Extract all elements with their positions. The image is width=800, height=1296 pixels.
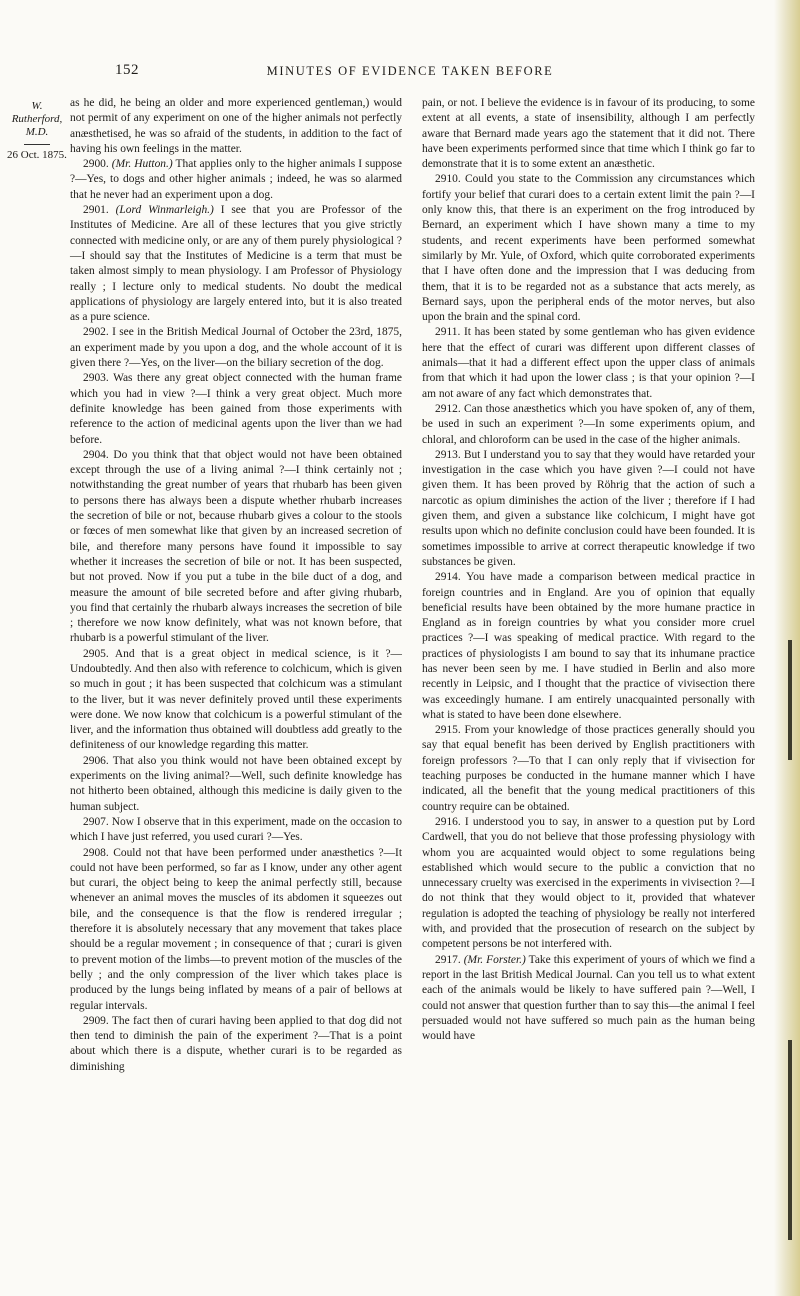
question-number: 2906. [83,754,109,767]
paragraph-text: And that is a great object in medical science, is it ?—Undoubtedly. And then also with reference to colchicum, which is given so much in gout ; it has been suspected that colchicum was a stimulant to the liver, but it was never definitely proved until these experiments were done. We now know that colchicum is a powerful stimulant of the liver, and the information thus obtained will doubtless add greatly to the definiteness of our knowledge regarding this matter. [70,647,402,752]
question-number: 2915. [435,724,461,737]
question-number: 2917. [435,953,461,966]
paragraph [70,157,402,203]
margin-rule [24,144,50,145]
paragraph-text: From your knowledge of those practices generally should you say that equal benefit has been derived by English practitioners with foreign professors ?—To that I can only reply that if vivisection for teaching purposes be conducted in the humane manner which I have indicated, all the benefit that the young medical practitioners of this country require can be obtained. [422,724,755,813]
paragraph [422,448,755,570]
question-number: 2910. [435,173,461,186]
paragraph [422,815,755,953]
evidence-date: 26 Oct. 1875. [7,149,67,161]
paragraph-text: I understood you to say, in answer to a question put by Lord Cardwell, that you do not believe that those professing physiology with whom you are acquainted would object to some regulations being established which would secure to the public a conviction that no unnecessary cruelty was exercised in the experiments in vivisection ?—I do not think that they would object to it, provided that whatever regulation is adopted the teaching of physiology be really not interfered with, and provided that the prosecution of research on the subject by competent persons be not interfered with. [422,815,756,951]
paragraph [422,172,755,325]
question-number: 2905. [83,647,109,660]
binding-mark [788,640,792,760]
question-number: 2911. [435,326,461,339]
paragraph [70,203,402,325]
paragraph [70,647,402,754]
paragraph-text: You have made a comparison between medical practice in foreign countries and in England. Are you of opinion that equally beneficial results have been obtained by the more humane practice in England as in foreign countries by what you consider more cruel practices ?—I was speaking of medical practice. With regard to the practices of physiologists I am bound to say that its inhumane practice has never been seen by me. I have studied in Berlin and also more recently in Leipsic, and I thought that the practice of vivisection there was exceedingly humane. I am entirely unacquainted personally with what is stated to have been done elsewhere. [422,571,755,721]
paragraph [422,953,755,1045]
paragraph [70,96,402,157]
question-number: 2908. [83,846,109,859]
speaker: (Lord Winmarleigh.) [115,204,214,217]
paragraph [70,325,402,371]
paragraph-text: Now I observe that in this experiment, made on the occasion to which I have just referred, you used curari ?—Yes. [70,815,403,844]
paragraph [422,96,755,172]
question-number: 2912. [435,402,461,415]
speaker: (Mr. Hutton.) [111,158,173,171]
question-number: 2913. [435,448,461,461]
question-number: 2909. [83,1014,109,1027]
paragraph [70,448,402,647]
paragraph-text: It has been stated by some gentleman who has given evidence here that the effect of curari was different upon different classes of animals—that it had a different effect upon the upper class of animals from that which it had upon the lower class ; is that your opinion ?—I am not aware of any fact which demonstrates that. [422,326,756,400]
question-number: 2901. [83,204,109,217]
question-number: 2902. [83,326,109,339]
paragraph-text: But I understand you to say that they would have retarded your investigation in the case which you have given ?—I could not have given them. It has been proved by Röhrig that the action of such a narcotic as opium diminishes the action of the liver ; therefore if I had given them, and given a substance like colchicum, I might have got results upon which no definite conclusion could have been founded. It is sometimes impossible to arrive at correct therapeutic knowledge if two substances be given. [422,448,756,568]
right-column [422,96,755,1044]
speaker: (Mr. Forster.) [463,953,526,966]
paragraph-text: pain, or not. I believe the evidence is in favour of its producing, to some extent at all events, a state of insensibility, although I am perfectly aware that Bernard made years ago the statement that it did not. There have been experiments performed since that time which I think go far to demonstrate that it is to some extent an anæsthetic. [422,97,755,171]
paragraph [70,815,402,846]
paragraph [422,570,755,723]
paragraph-text: That applies only to the higher animals I suppose ?—Yes, to dogs and other higher animals ; indeed, he was so alarmed that he never had an experiment upon a dog. [70,158,402,201]
paragraph [70,846,402,1014]
paragraph [70,1014,402,1075]
page-number: 152 [115,62,139,78]
paragraph-text: Could you state to the Commission any circumstances which fortify your belief that curari does to a certain extent limit the pain ?—I only know this, that there is an experiment on the frog introduced by Bernard, an experiment which I have shown many a time to my students, and recent experiments have been performed somewhat similarly by Mr. Yule, of Oxford, which quite corroborated experiments that I have often done and the impression that I was deducing from them, that it is to be regarded not as a substance that acts merely, as Bernard says, upon the peripheral ends of the motor nerves, but also upon the brain and the spinal cord. [422,173,755,324]
question-number: 2916. [435,815,461,828]
paragraph [70,754,402,815]
paragraph-text: I see in the British Medical Journal of October the 23rd, 1875, an experiment made by you upon a dog, and the whole account of it is given there ?—Yes, on the liver—on the biliary secretion of the dog. [70,326,403,370]
binding-mark [788,1040,792,1240]
question-number: 2907. [83,815,109,828]
question-number: 2903. [83,372,109,385]
paragraph-text: I see that you are Professor of the Institutes of Medicine. Are all of these lectures that you give strictly connected with medicine only, or are any of them purely physiological ?—I should say that the Institutes of Medicine is a term that must be taken almost simply to mean physiology. I am Professor of Physiology really ; I lecture only to medical students. No doubt the medical applications of physiology are largely entered into, but it is also treated as a pure science. [70,204,403,324]
running-head: MINUTES OF EVIDENCE TAKEN BEFORE [266,64,554,78]
paragraph-text: Can those anæsthetics which you have spoken of, any of them, be used in such an experiment ?—In some experiments opium, and chloral, and chloroform can be used in the case of the higher animals. [422,402,755,446]
paragraph-text: Was there any great object connected with the human frame which you had in view ?—I think a very great object. Much more definite knowledge has been gained from those experiments with reference to the action of medicinal agents upon the liver than we had before. [70,372,403,446]
paragraph [422,402,755,448]
paragraph [422,325,755,401]
witness-name: W. Rutherford, M.D. [11,100,63,138]
question-number: 2904. [83,448,109,461]
question-number: 2914. [435,571,461,584]
paragraph [422,723,755,815]
page-edge-shadow [774,0,800,1296]
paragraph-text: That also you think would not have been obtained except by experiments on the living animal?—Well, such definite knowledge has not hitherto been obtained, although this medicine is daily given to the human subject. [70,754,403,813]
left-column [70,96,402,1075]
paragraph-text: as he did, he being an older and more experienced gentleman,) would not permit of any experiment on one of the higher animals not perfectly anæsthetised, he was so afraid of the students, in addition to the fact of having his own feelings in the matter. [70,97,402,155]
paragraph-text: Do you think that that object would not have been obtained except through the use of a living animal ?—I think certainly not ; notwithstanding the great number of years that rhubarb has been given to persons there has always been a dispute whether rhubarb increases the secretion of bile or not, because rhubarb gives a colour to the stools or fœces of men somewhat like that given by an increased secretion of bile, and therefore many persons have found it impossible to say whether it increases the secretion of bile or not. It has been suspected, but not proved. Now if you put a tube in the bile duct of a dog, and measure the amount of bile secreted before and after giving rhubarb, you find that certainly the rhubarb always increases the secretion of bile ; therefore we now know definitely, what was not known before, that rhubarb is a powerful stimulant of the liver. [70,448,403,645]
page-header [60,62,760,84]
paragraph [70,371,402,447]
question-number: 2900. [83,158,109,171]
paragraph-text: Could not that have been performed under anæsthetics ?—It could not have been performed, so far as I know, under any other agent but curari, the object being to keep the animal perfectly still, because whenever an animal moves the muscles of its abdomen it squeezes out bile, and the consequence is that the flow is rendered irregular ; therefore it is absolutely necessary that any movement that takes place should be a regular movement ; in consequence of that ; curari is given to prevent motion of the limbs—to prevent motion of the muscles of the belly ; and the only compression of the liver which takes place is produced by the lungs being inflated by means of a pair of bellows at regular intervals. [70,846,402,1012]
paragraph-text: Take this experiment of yours of which we find a report in the last British Medical Journal. Can you tell us to what extent each of the animals would be likely to have suffered pain ?—Well, I could not answer that question further than to say this—the animal I feel persuaded would not have suffered so much pain as the human being would have [422,953,756,1043]
paragraph-text: The fact then of curari having been applied to that dog did not then tend to diminish the pain of the experiment ?—That is a point about which there is a dispute, whether curari is to be regarded as diminishing [70,1014,402,1073]
margin-note [6,100,68,162]
